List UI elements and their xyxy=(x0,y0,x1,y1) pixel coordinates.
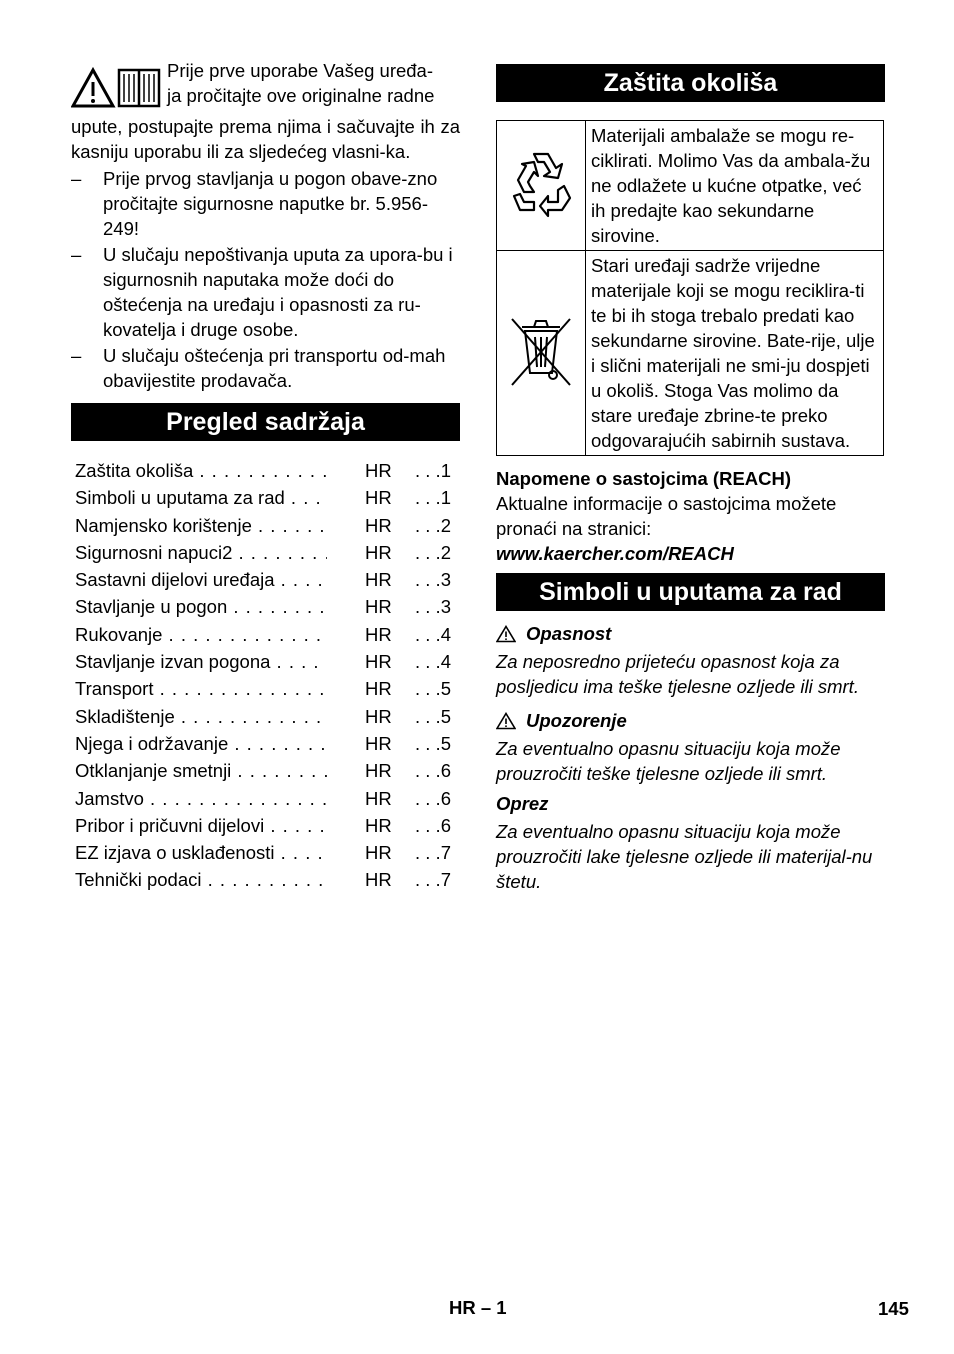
symbol-caution-title xyxy=(496,791,885,816)
toc-entry-lang: HR xyxy=(365,787,392,809)
toc-entry-lang: HR xyxy=(365,596,392,618)
toc-entry-title: Skladištenje . . . xyxy=(75,703,327,730)
toc-entry-title: Jamstvo . . . xyxy=(75,785,327,812)
symbol-danger-title xyxy=(496,621,885,646)
warning-triangle-icon xyxy=(496,625,516,643)
warning-and-manual-icon xyxy=(71,66,163,114)
toc-entry[interactable] xyxy=(71,730,460,757)
toc-entry-page: . . .5 xyxy=(415,732,451,754)
recycle-text: Materijali ambalaže se mogu re-ciklirati. Molimo Vas da ambala-žu ne odlažete u kućne otpatke, već ih predajte kao sekundarne sirovine. xyxy=(586,121,884,251)
toc-entry-title: Pribor i pričuvni dijelovi . . . xyxy=(75,812,327,839)
toc-entry-page: . . .6 xyxy=(415,787,451,809)
reach-title: Napomene o sastojcima (REACH) xyxy=(496,468,792,489)
recycle-icon xyxy=(504,146,578,220)
toc-entry-page: . . .4 xyxy=(415,651,451,673)
toc-heading: Pregled sadržaja xyxy=(71,403,460,441)
reach-text: Aktualne informacije o sastojcima možete pronaći na stranici: xyxy=(496,493,837,539)
bullet-item xyxy=(71,343,460,393)
toc-entry-title: Namjensko korištenje . . . xyxy=(75,512,327,539)
footer-section-label: HR – 1 xyxy=(449,1297,507,1318)
toc-entry[interactable] xyxy=(71,648,460,675)
symbol-title-text: Opasnost xyxy=(526,623,612,644)
toc-entry[interactable] xyxy=(71,566,460,593)
warning-triangle-icon xyxy=(496,712,516,730)
toc-entry-title: Stavljanje izvan pogona . . . xyxy=(75,648,327,675)
toc-entry[interactable] xyxy=(71,866,460,893)
toc-entry-lang: HR xyxy=(365,514,392,536)
toc-entry[interactable] xyxy=(71,785,460,812)
bullet-text: U slučaju nepoštivanja uputa za upora-bu i sigurnosnih naputaka može doći do oštećenja na uređaju i opasnosti za ru-kovatelja i druge osobe. xyxy=(103,244,453,340)
toc-entry-lang: HR xyxy=(365,814,392,836)
toc-entry-page: . . .6 xyxy=(415,814,451,836)
toc-entry[interactable] xyxy=(71,812,460,839)
toc-entry-lang: HR xyxy=(365,541,392,563)
toc-entry-page: . . .5 xyxy=(415,705,451,727)
symbol-warning-title xyxy=(496,708,885,733)
left-column xyxy=(71,58,460,894)
bullet-text: U slučaju oštećenja pri transportu od-mah obavijestite prodavača. xyxy=(103,345,446,391)
warning-triangle-icon xyxy=(73,70,113,106)
toc-entry-title: Njega i održavanje . . . xyxy=(75,730,327,757)
toc-entry[interactable] xyxy=(71,621,460,648)
table-row xyxy=(497,121,884,251)
toc-entry-page: . . .3 xyxy=(415,596,451,618)
bullet-dash: – xyxy=(71,345,82,366)
symbol-title-text: Upozorenje xyxy=(526,710,627,731)
reach-url-link[interactable]: www.kaercher.com/REACH xyxy=(496,543,734,564)
crossed-bin-icon xyxy=(508,311,574,391)
toc-entry-lang: HR xyxy=(365,678,392,700)
toc-entry-title: Tehnički podaci . . . xyxy=(75,866,327,893)
symbol-warning-text: Za eventualno opasnu situaciju koja može prouzročiti teške tjelesne ozljede ili smrt. xyxy=(496,738,841,784)
right-column xyxy=(496,64,885,894)
table-of-contents xyxy=(71,457,460,894)
bullet-dash: – xyxy=(71,244,82,265)
environment-heading: Zaštita okoliša xyxy=(496,64,885,102)
toc-entry[interactable] xyxy=(71,593,460,620)
toc-entry-lang: HR xyxy=(365,705,392,727)
bin-cell xyxy=(497,251,586,456)
toc-entry-page: . . .3 xyxy=(415,569,451,591)
toc-entry-page: . . .1 xyxy=(415,487,451,509)
toc-entry-title: Simboli u uputama za rad . . . xyxy=(75,484,327,511)
toc-entry-lang: HR xyxy=(365,487,392,509)
toc-entry-lang: HR xyxy=(365,651,392,673)
toc-entry-page: . . .6 xyxy=(415,760,451,782)
toc-entry-title: Zaštita okoliša . . . xyxy=(75,457,327,484)
symbols-heading: Simboli u uputama za rad xyxy=(496,573,885,611)
toc-entry-page: . . .7 xyxy=(415,869,451,891)
intro-block xyxy=(71,58,460,164)
toc-entry[interactable] xyxy=(71,757,460,784)
toc-entry-title: Otklanjanje smetnji . . . xyxy=(75,757,327,784)
toc-entry-lang: HR xyxy=(365,623,392,645)
toc-entry-title: EZ izjava o usklađenosti . . . xyxy=(75,839,327,866)
table-row xyxy=(497,251,884,456)
toc-entry[interactable] xyxy=(71,839,460,866)
bullet-text: Prije prvog stavljanja u pogon obave-zno pročitajte sigurnosne naputke br. 5.956-249! xyxy=(103,168,438,239)
symbol-caution-text: Za eventualno opasnu situaciju koja može prouzročiti lake tjelesne ozljede ili materijal-nu štetu. xyxy=(496,821,873,892)
toc-entry-title: Transport . . . xyxy=(75,675,327,702)
symbol-danger-text: Za neposredno prijeteću opasnost koja za posljedicu ima teške tjelesne ozljede ili smrt. xyxy=(496,651,859,697)
toc-entry-title: Sigurnosni napuci2 . . . xyxy=(75,539,327,566)
bullet-dash: – xyxy=(71,168,82,189)
toc-entry-title: Stavljanje u pogon . . . xyxy=(75,593,327,620)
footer-page-number: 145 xyxy=(878,1298,909,1319)
toc-entry[interactable] xyxy=(71,512,460,539)
intro-text: upute, postupajte prema njima i sačuvajte ih za kasniju uporabu ili za sljedećeg vlasni-ka. xyxy=(71,116,460,162)
bin-text: Stari uređaji sadrže vrijedne materijale koji se mogu reciklira-ti te bi ih stoga trebalo predati kao sekundarne sirovine. Bate-rije, ulje i slični materijali ne smi-ju dospjeti u okoliš. Stoga Vas molimo da stare uređaje zbrine-te preko odgovarajućih sabirnih sustava. xyxy=(586,251,884,456)
toc-entry-page: . . .1 xyxy=(415,460,451,481)
symbol-title-text: Oprez xyxy=(496,793,549,814)
toc-entry[interactable] xyxy=(71,484,460,511)
toc-entry[interactable] xyxy=(71,539,460,566)
toc-entry-page: . . .4 xyxy=(415,623,451,645)
toc-entry[interactable] xyxy=(71,703,460,730)
recycle-cell xyxy=(497,121,586,251)
manual-book-icon xyxy=(119,70,159,106)
toc-entry-page: . . .2 xyxy=(415,541,451,563)
toc-entry[interactable] xyxy=(71,457,460,484)
toc-entry[interactable] xyxy=(71,675,460,702)
bullet-item xyxy=(71,166,460,241)
toc-entry-lang: HR xyxy=(365,460,392,481)
toc-entry-lang: HR xyxy=(365,760,392,782)
toc-entry-lang: HR xyxy=(365,869,392,891)
toc-entry-title: Sastavni dijelovi uređaja . . . xyxy=(75,566,327,593)
toc-entry-page: . . .5 xyxy=(415,678,451,700)
bullet-item xyxy=(71,242,460,342)
toc-entry-lang: HR xyxy=(365,732,392,754)
intro-line-1: Prije prve uporabe Vašeg uređa- xyxy=(167,60,434,81)
toc-entry-page: . . .2 xyxy=(415,514,451,536)
toc-entry-lang: HR xyxy=(365,569,392,591)
environment-table xyxy=(496,120,884,456)
toc-entry-lang: HR xyxy=(365,842,392,864)
toc-entry-title: Rukovanje . . . xyxy=(75,621,327,648)
intro-line-2: ja pročitajte ove originalne radne xyxy=(167,85,435,106)
toc-entry-page: . . .7 xyxy=(415,842,451,864)
